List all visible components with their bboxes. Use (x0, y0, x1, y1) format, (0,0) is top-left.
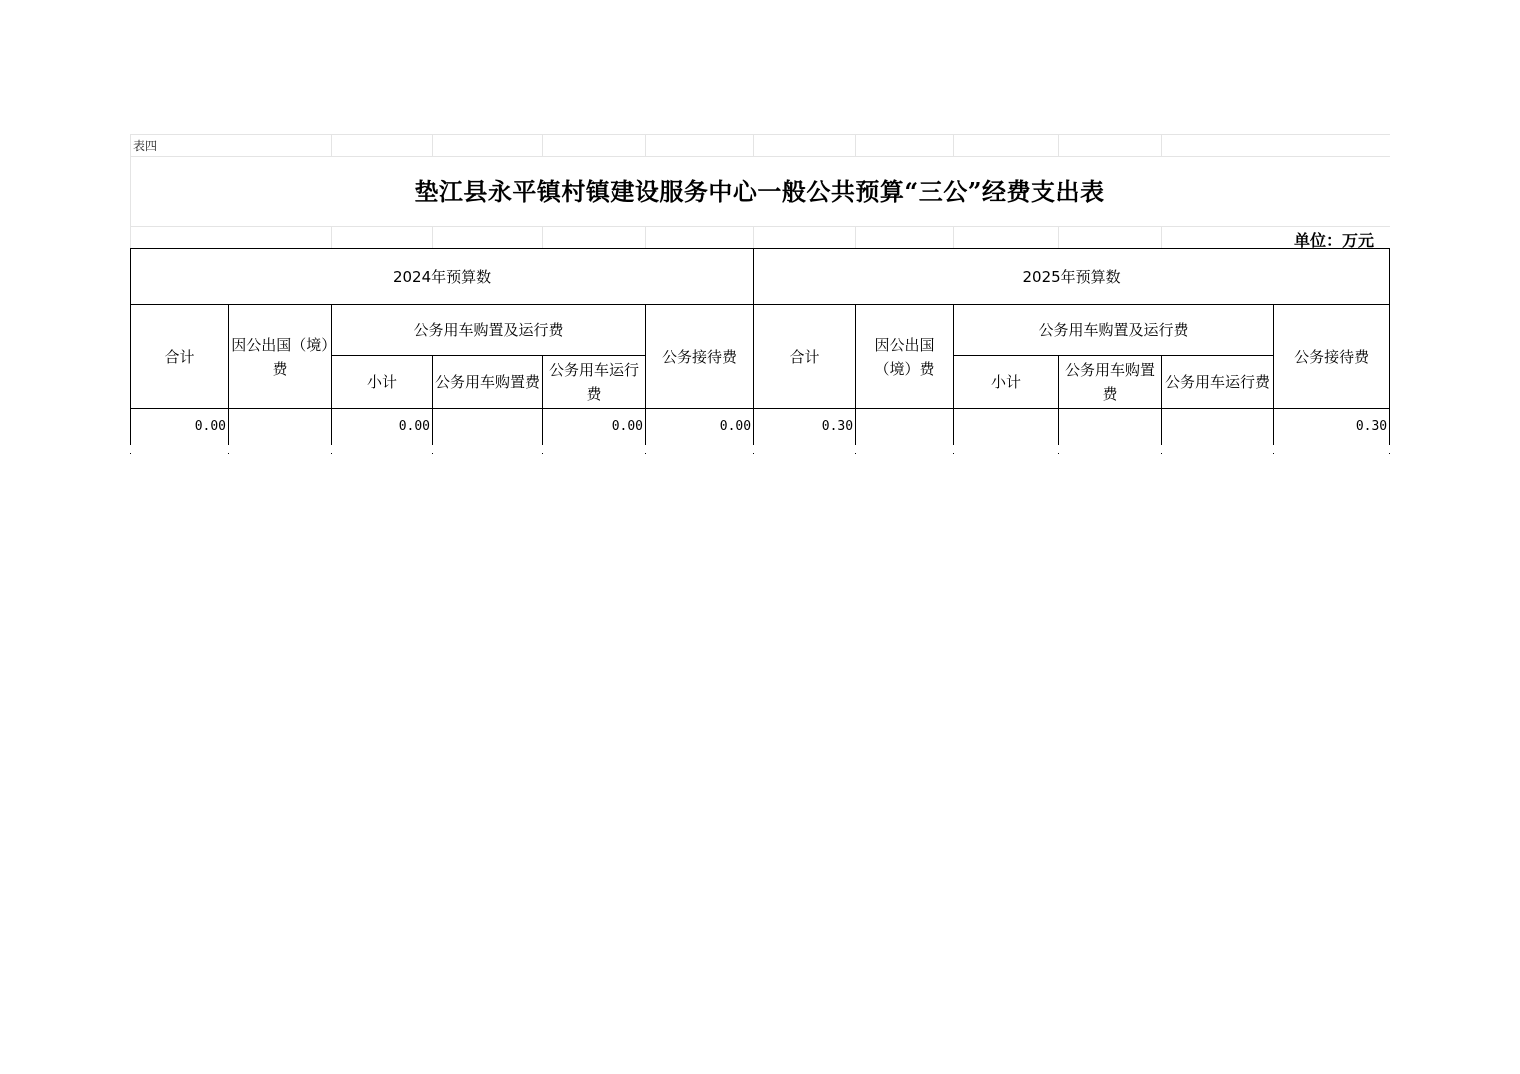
gridline (953, 226, 954, 248)
gridline (1058, 226, 1059, 248)
gridline (130, 226, 1390, 227)
header-vehicle-operation: 公务用车运行费 (543, 356, 646, 409)
header-vehicle-operation: 公务用车运行费 (1162, 356, 1274, 409)
gridline (130, 156, 1390, 157)
document-title: 垫江县永平镇村镇建设服务中心一般公共预算“三公”经费支出表 (414, 177, 1105, 206)
gridline (753, 226, 754, 248)
gridline (432, 134, 433, 156)
cell-2025-total: 0.30 (754, 409, 856, 455)
cell-2024-total: 0.00 (131, 409, 229, 455)
header-total: 合计 (131, 305, 229, 409)
gridline (542, 226, 543, 248)
header-vehicle-purchase: 公务用车购置费 (1059, 356, 1162, 409)
gridline (331, 134, 332, 156)
header-abroad: 因公出国（境）费 (229, 305, 332, 409)
budget-table (130, 248, 1390, 454)
year-header-2025: 2025年预算数 (754, 249, 1390, 305)
header-reception: 公务接待费 (1274, 305, 1390, 409)
header-reception: 公务接待费 (646, 305, 754, 409)
cell-2024-subtotal: 0.00 (332, 409, 433, 455)
cell-2024-vehicle-operation: 0.00 (543, 409, 646, 455)
cell-2024-reception: 0.00 (646, 409, 754, 455)
header-vehicle-purchase: 公务用车购置费 (433, 356, 543, 409)
header-total: 合计 (754, 305, 856, 409)
gridline (855, 134, 856, 156)
gridline (753, 134, 754, 156)
gridline (1161, 226, 1162, 248)
table-number-label: 表四 (133, 139, 158, 153)
header-subtotal: 小计 (332, 356, 433, 409)
gridline (331, 226, 332, 248)
gridline (645, 134, 646, 156)
cell-2025-reception: 0.30 (1274, 409, 1390, 455)
gridline (855, 226, 856, 248)
page-cut (128, 445, 1394, 453)
gridline (130, 134, 1390, 135)
gridline (542, 134, 543, 156)
gridline (953, 134, 954, 156)
unit-label: 单位：万元 (1293, 231, 1374, 250)
gridline (1058, 134, 1059, 156)
gridline (1161, 134, 1162, 156)
gridline (645, 226, 646, 248)
header-abroad: 因公出国（境）费 (856, 305, 954, 409)
header-vehicle-group: 公务用车购置及运行费 (954, 305, 1274, 356)
header-vehicle-group: 公务用车购置及运行费 (332, 305, 646, 356)
year-header-2024: 2024年预算数 (131, 249, 754, 305)
header-subtotal: 小计 (954, 356, 1059, 409)
gridline (432, 226, 433, 248)
